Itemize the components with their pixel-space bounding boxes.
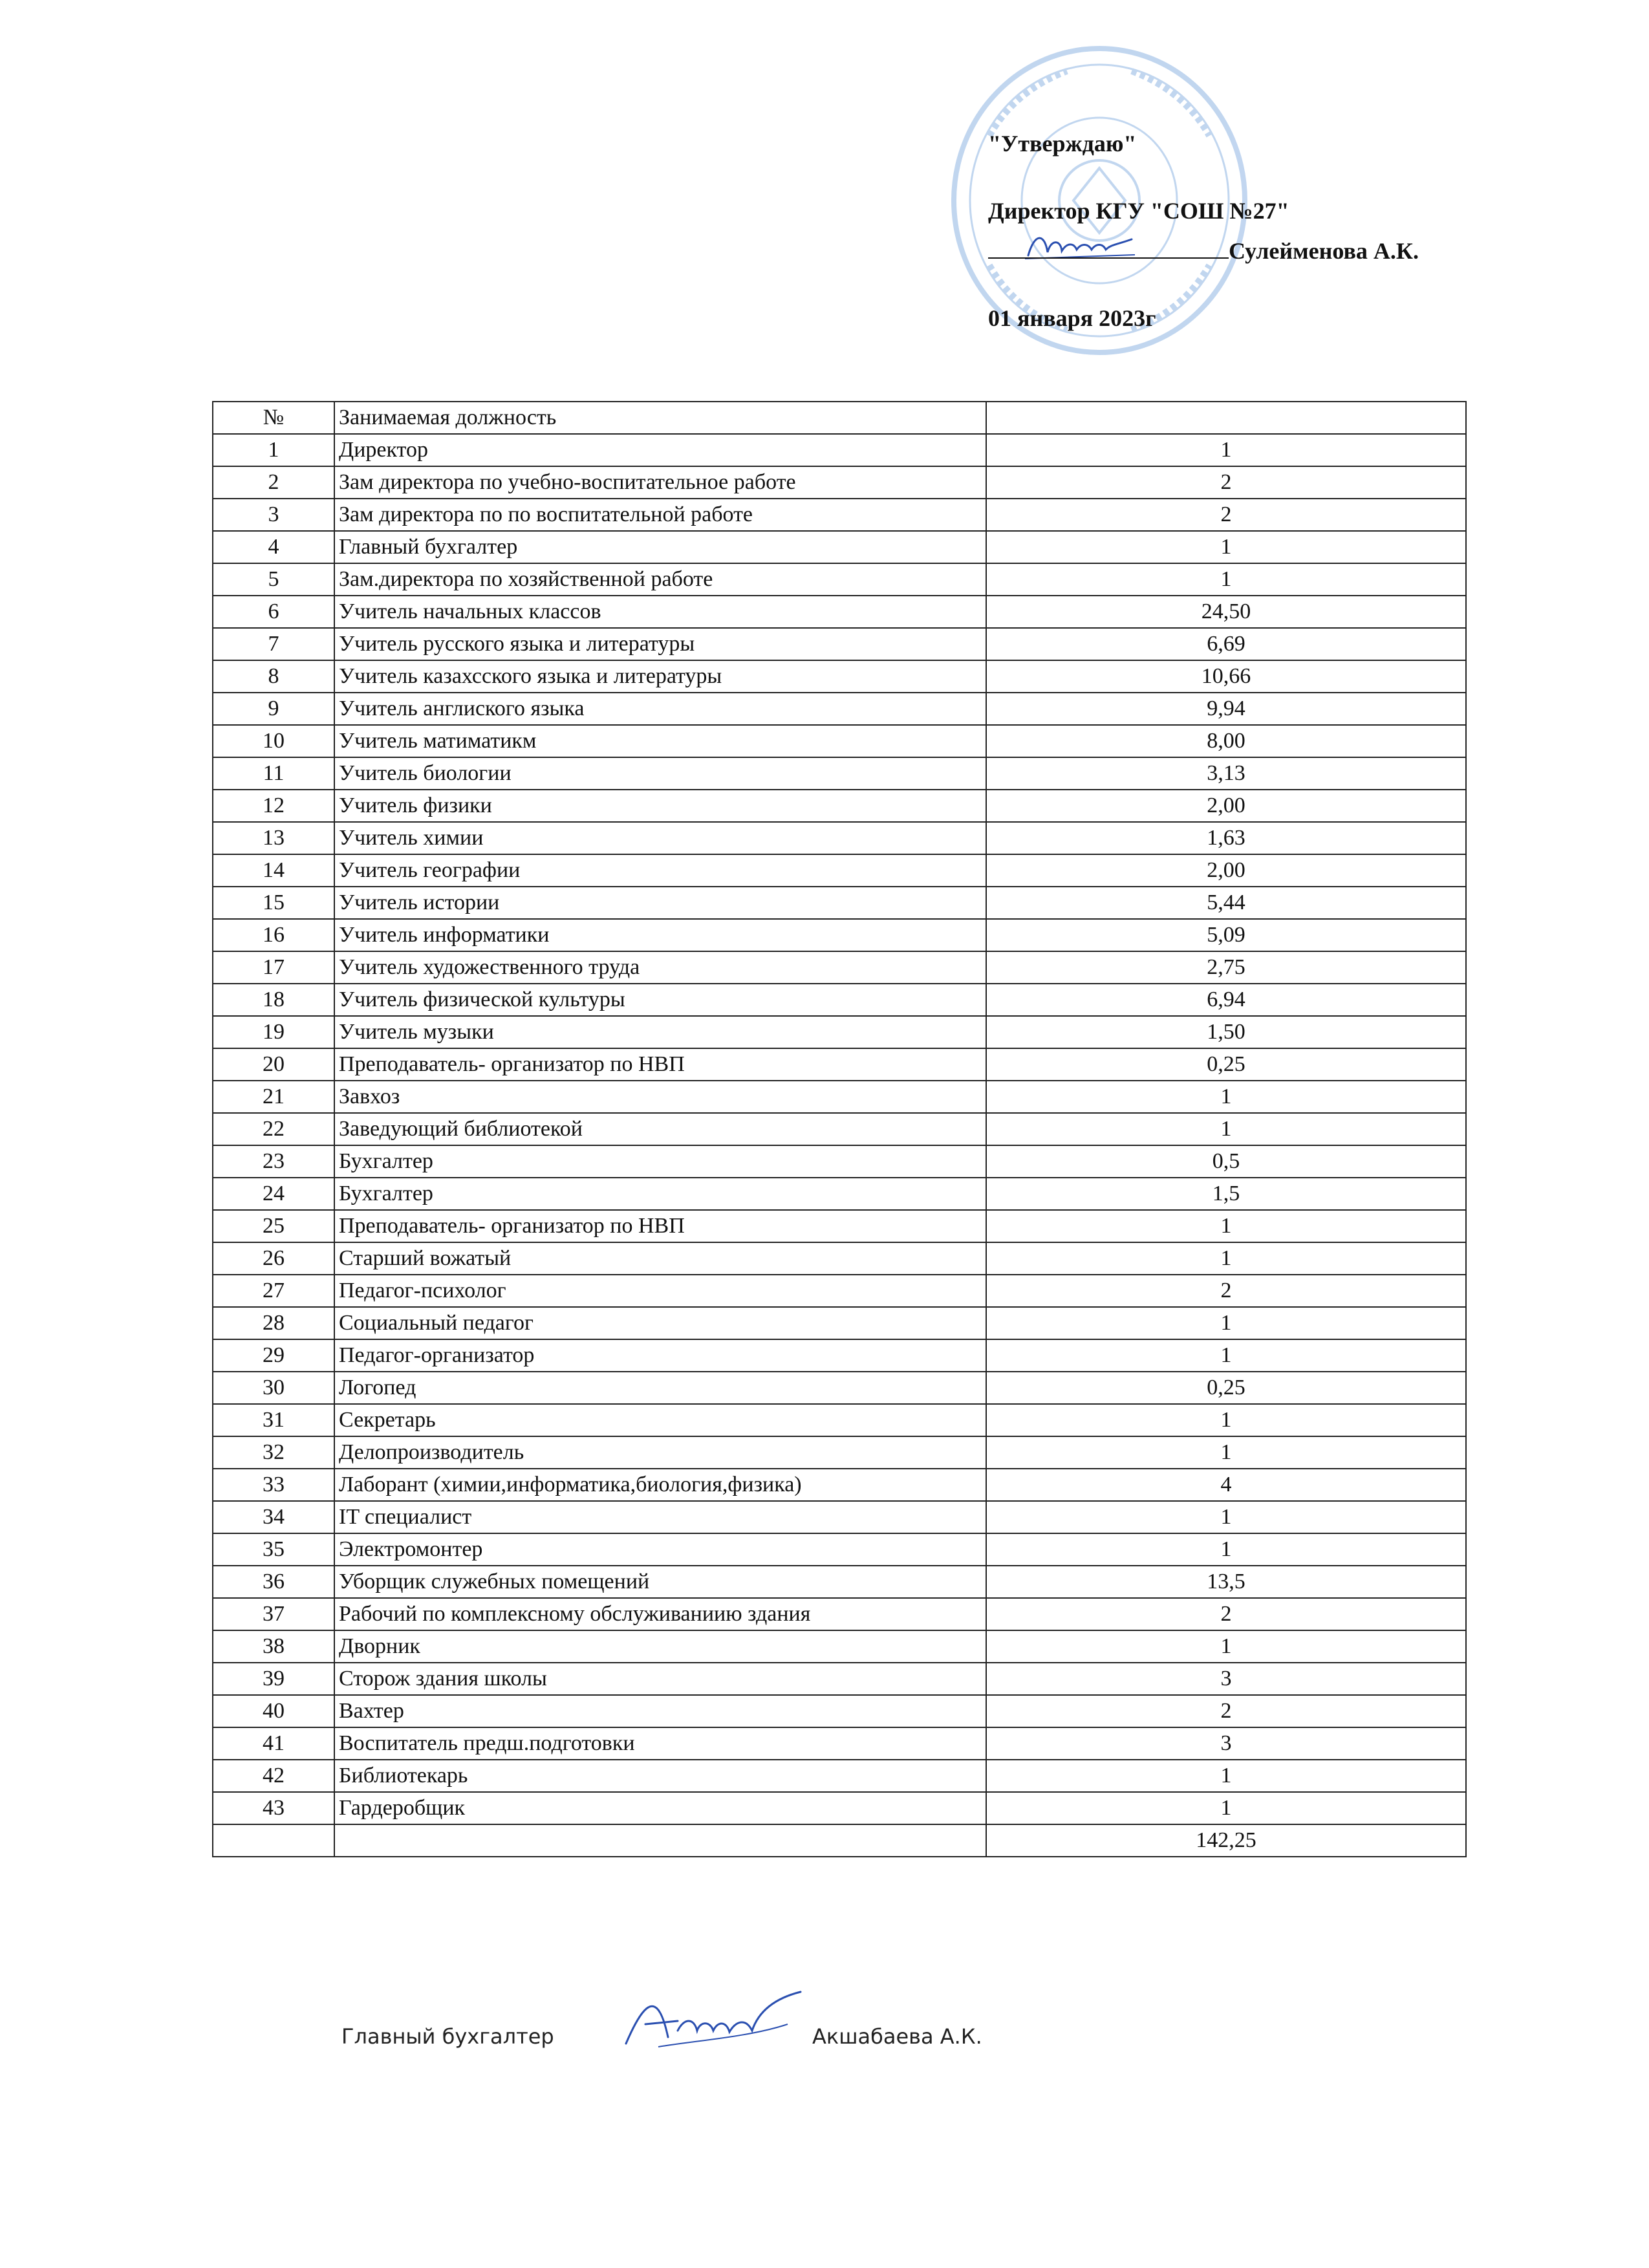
row-number: 18 bbox=[213, 984, 334, 1016]
row-number: 20 bbox=[213, 1048, 334, 1081]
director-title: Директор КГУ "СОШ №27" bbox=[988, 198, 1289, 224]
row-position: Зам.директора по хозяйственной работе bbox=[334, 563, 986, 596]
row-position: Бухгалтер bbox=[334, 1145, 986, 1178]
row-value: 1 bbox=[986, 1339, 1466, 1372]
row-position: Лаборант (химии,информатика,биология,физика) bbox=[334, 1469, 986, 1501]
row-number: 15 bbox=[213, 887, 334, 919]
row-position: Учитель физики bbox=[334, 790, 986, 822]
signature-underline bbox=[988, 238, 1229, 259]
row-number: 27 bbox=[213, 1275, 334, 1307]
row-position: Учитель биологии bbox=[334, 757, 986, 790]
table-row bbox=[213, 1372, 1466, 1404]
table-total-row bbox=[213, 1824, 1466, 1857]
row-number: 40 bbox=[213, 1695, 334, 1727]
row-position: Учитель начальных классов bbox=[334, 596, 986, 628]
row-value: 2 bbox=[986, 1275, 1466, 1307]
row-number: 29 bbox=[213, 1339, 334, 1372]
table-row bbox=[213, 1695, 1466, 1727]
row-position: Учитель истории bbox=[334, 887, 986, 919]
total-value: 142,25 bbox=[986, 1824, 1466, 1857]
table-row bbox=[213, 1533, 1466, 1566]
row-value: 1 bbox=[986, 1404, 1466, 1436]
total-number bbox=[213, 1824, 334, 1857]
row-number: 11 bbox=[213, 757, 334, 790]
row-number: 38 bbox=[213, 1630, 334, 1663]
table-row bbox=[213, 563, 1466, 596]
table-row bbox=[213, 1016, 1466, 1048]
row-value: 6,94 bbox=[986, 984, 1466, 1016]
row-number: 17 bbox=[213, 951, 334, 984]
row-position: Преподаватель- организатор по НВП bbox=[334, 1048, 986, 1081]
row-number: 4 bbox=[213, 531, 334, 563]
row-number: 37 bbox=[213, 1598, 334, 1630]
row-number: 19 bbox=[213, 1016, 334, 1048]
row-number: 14 bbox=[213, 854, 334, 887]
table-row bbox=[213, 466, 1466, 499]
row-position: Учитель химии bbox=[334, 822, 986, 854]
row-position: Зам директора по учебно-воспитательное работе bbox=[334, 466, 986, 499]
row-value: 2 bbox=[986, 1695, 1466, 1727]
table-row bbox=[213, 1727, 1466, 1760]
row-value: 1 bbox=[986, 434, 1466, 466]
row-number: 1 bbox=[213, 434, 334, 466]
row-value: 6,69 bbox=[986, 628, 1466, 660]
row-position: Завхоз bbox=[334, 1081, 986, 1113]
table-row bbox=[213, 984, 1466, 1016]
row-value: 1,50 bbox=[986, 1016, 1466, 1048]
row-position: Преподаватель- организатор по НВП bbox=[334, 1210, 986, 1242]
row-position: Библиотекарь bbox=[334, 1760, 986, 1792]
row-value: 1 bbox=[986, 1081, 1466, 1113]
row-number: 24 bbox=[213, 1178, 334, 1210]
row-number: 30 bbox=[213, 1372, 334, 1404]
table-row bbox=[213, 1501, 1466, 1533]
row-number: 5 bbox=[213, 563, 334, 596]
row-position: Секретарь bbox=[334, 1404, 986, 1436]
row-value: 1 bbox=[986, 1436, 1466, 1469]
row-number: 39 bbox=[213, 1663, 334, 1695]
row-value: 0,5 bbox=[986, 1145, 1466, 1178]
row-number: 2 bbox=[213, 466, 334, 499]
table-row bbox=[213, 660, 1466, 693]
row-position: Уборщик служебных помещений bbox=[334, 1566, 986, 1598]
row-position: Директор bbox=[334, 434, 986, 466]
row-number: 6 bbox=[213, 596, 334, 628]
table-header-row bbox=[213, 402, 1466, 434]
row-value: 10,66 bbox=[986, 660, 1466, 693]
table-row bbox=[213, 1792, 1466, 1824]
row-position: Старший вожатый bbox=[334, 1242, 986, 1275]
row-position: Бухгалтер bbox=[334, 1178, 986, 1210]
table-row bbox=[213, 1630, 1466, 1663]
row-value: 2 bbox=[986, 1598, 1466, 1630]
row-number: 33 bbox=[213, 1469, 334, 1501]
row-value: 2 bbox=[986, 499, 1466, 531]
row-number: 25 bbox=[213, 1210, 334, 1242]
table-row bbox=[213, 1178, 1466, 1210]
row-position: Зам директора по по воспитательной работе bbox=[334, 499, 986, 531]
row-number: 34 bbox=[213, 1501, 334, 1533]
table-row bbox=[213, 1566, 1466, 1598]
row-number: 10 bbox=[213, 725, 334, 757]
row-value: 8,00 bbox=[986, 725, 1466, 757]
chief-accountant-name: Акшабаева А.К. bbox=[812, 2024, 982, 2049]
table-row bbox=[213, 1145, 1466, 1178]
staff-table bbox=[212, 401, 1467, 1857]
row-value: 3 bbox=[986, 1727, 1466, 1760]
row-value: 1 bbox=[986, 531, 1466, 563]
row-position: Рабочий по комплексному обслуживаниию здания bbox=[334, 1598, 986, 1630]
accountant-signature bbox=[620, 1985, 814, 2057]
table-row bbox=[213, 854, 1466, 887]
director-name: Сулейменова А.К. bbox=[1229, 238, 1419, 264]
table-row bbox=[213, 1081, 1466, 1113]
table-row bbox=[213, 919, 1466, 951]
footer-signature-block bbox=[341, 2016, 1376, 2068]
table-row bbox=[213, 628, 1466, 660]
row-number: 32 bbox=[213, 1436, 334, 1469]
director-signature-line bbox=[988, 237, 1419, 265]
table-row bbox=[213, 531, 1466, 563]
row-position: Учитель физической культуры bbox=[334, 984, 986, 1016]
row-number: 16 bbox=[213, 919, 334, 951]
row-number: 41 bbox=[213, 1727, 334, 1760]
row-position: Педагог-психолог bbox=[334, 1275, 986, 1307]
row-value: 2 bbox=[986, 466, 1466, 499]
row-number: 26 bbox=[213, 1242, 334, 1275]
row-position: Учитель музыки bbox=[334, 1016, 986, 1048]
table-row bbox=[213, 1598, 1466, 1630]
row-position: Гардеробщик bbox=[334, 1792, 986, 1824]
row-position: Дворник bbox=[334, 1630, 986, 1663]
header-value bbox=[986, 402, 1466, 434]
table-row bbox=[213, 1436, 1466, 1469]
table-row bbox=[213, 1760, 1466, 1792]
row-value: 9,94 bbox=[986, 693, 1466, 725]
row-number: 43 bbox=[213, 1792, 334, 1824]
row-position: Учитель англиского языка bbox=[334, 693, 986, 725]
row-number: 12 bbox=[213, 790, 334, 822]
row-number: 35 bbox=[213, 1533, 334, 1566]
row-value: 1 bbox=[986, 1533, 1466, 1566]
row-value: 13,5 bbox=[986, 1566, 1466, 1598]
table-row bbox=[213, 1210, 1466, 1242]
row-position: Учитель русского языка и литературы bbox=[334, 628, 986, 660]
row-number: 9 bbox=[213, 693, 334, 725]
row-number: 3 bbox=[213, 499, 334, 531]
row-value: 1 bbox=[986, 1242, 1466, 1275]
row-value: 5,44 bbox=[986, 887, 1466, 919]
row-number: 8 bbox=[213, 660, 334, 693]
row-number: 42 bbox=[213, 1760, 334, 1792]
row-number: 23 bbox=[213, 1145, 334, 1178]
staff-table-body bbox=[213, 402, 1466, 1857]
row-value: 2,75 bbox=[986, 951, 1466, 984]
row-value: 5,09 bbox=[986, 919, 1466, 951]
table-row bbox=[213, 434, 1466, 466]
row-value: 4 bbox=[986, 1469, 1466, 1501]
row-value: 1 bbox=[986, 1501, 1466, 1533]
row-position: Педагог-организатор bbox=[334, 1339, 986, 1372]
table-row bbox=[213, 1275, 1466, 1307]
row-value: 0,25 bbox=[986, 1048, 1466, 1081]
row-position: Учитель географии bbox=[334, 854, 986, 887]
table-row bbox=[213, 596, 1466, 628]
table-row bbox=[213, 822, 1466, 854]
row-position: Заведующий библиотекой bbox=[334, 1113, 986, 1145]
table-row bbox=[213, 1307, 1466, 1339]
row-number: 7 bbox=[213, 628, 334, 660]
row-value: 1 bbox=[986, 563, 1466, 596]
row-value: 1 bbox=[986, 1307, 1466, 1339]
row-position: Вахтер bbox=[334, 1695, 986, 1727]
row-position: Учитель информатики bbox=[334, 919, 986, 951]
row-value: 1,5 bbox=[986, 1178, 1466, 1210]
row-number: 21 bbox=[213, 1081, 334, 1113]
row-value: 24,50 bbox=[986, 596, 1466, 628]
chief-accountant-role: Главный бухгалтер bbox=[341, 2024, 554, 2049]
row-position: Логопед bbox=[334, 1372, 986, 1404]
row-position: Главный бухгалтер bbox=[334, 531, 986, 563]
table-row bbox=[213, 1663, 1466, 1695]
row-position: Делопроизводитель bbox=[334, 1436, 986, 1469]
table-row bbox=[213, 499, 1466, 531]
table-row bbox=[213, 790, 1466, 822]
table-row bbox=[213, 1113, 1466, 1145]
row-position: Социальный педагог bbox=[334, 1307, 986, 1339]
table-row bbox=[213, 951, 1466, 984]
table-row bbox=[213, 693, 1466, 725]
row-value: 1 bbox=[986, 1630, 1466, 1663]
row-value: 3 bbox=[986, 1663, 1466, 1695]
row-value: 1 bbox=[986, 1210, 1466, 1242]
header-position: Занимаемая должность bbox=[334, 402, 986, 434]
approval-heading: "Утверждаю" bbox=[988, 131, 1137, 157]
approval-date: 01 января 2023г bbox=[988, 305, 1156, 331]
row-number: 36 bbox=[213, 1566, 334, 1598]
row-value: 2,00 bbox=[986, 790, 1466, 822]
row-position: Воспитатель предш.подготовки bbox=[334, 1727, 986, 1760]
row-value: 1 bbox=[986, 1113, 1466, 1145]
table-row bbox=[213, 887, 1466, 919]
row-position: Электромонтер bbox=[334, 1533, 986, 1566]
row-position: Сторож здания школы bbox=[334, 1663, 986, 1695]
row-position: IT специалист bbox=[334, 1501, 986, 1533]
row-value: 1 bbox=[986, 1792, 1466, 1824]
row-value: 0,25 bbox=[986, 1372, 1466, 1404]
row-number: 13 bbox=[213, 822, 334, 854]
table-row bbox=[213, 1404, 1466, 1436]
table-row bbox=[213, 1048, 1466, 1081]
table-row bbox=[213, 757, 1466, 790]
table-row bbox=[213, 725, 1466, 757]
row-position: Учитель матиматикм bbox=[334, 725, 986, 757]
table-row bbox=[213, 1242, 1466, 1275]
row-position: Учитель казахсского языка и литературы bbox=[334, 660, 986, 693]
row-value: 3,13 bbox=[986, 757, 1466, 790]
row-value: 2,00 bbox=[986, 854, 1466, 887]
table-row bbox=[213, 1339, 1466, 1372]
row-number: 31 bbox=[213, 1404, 334, 1436]
row-value: 1,63 bbox=[986, 822, 1466, 854]
row-value: 1 bbox=[986, 1760, 1466, 1792]
total-position bbox=[334, 1824, 986, 1857]
row-number: 28 bbox=[213, 1307, 334, 1339]
row-number: 22 bbox=[213, 1113, 334, 1145]
table-row bbox=[213, 1469, 1466, 1501]
row-position: Учитель художественного труда bbox=[334, 951, 986, 984]
header-number: № bbox=[213, 402, 334, 434]
